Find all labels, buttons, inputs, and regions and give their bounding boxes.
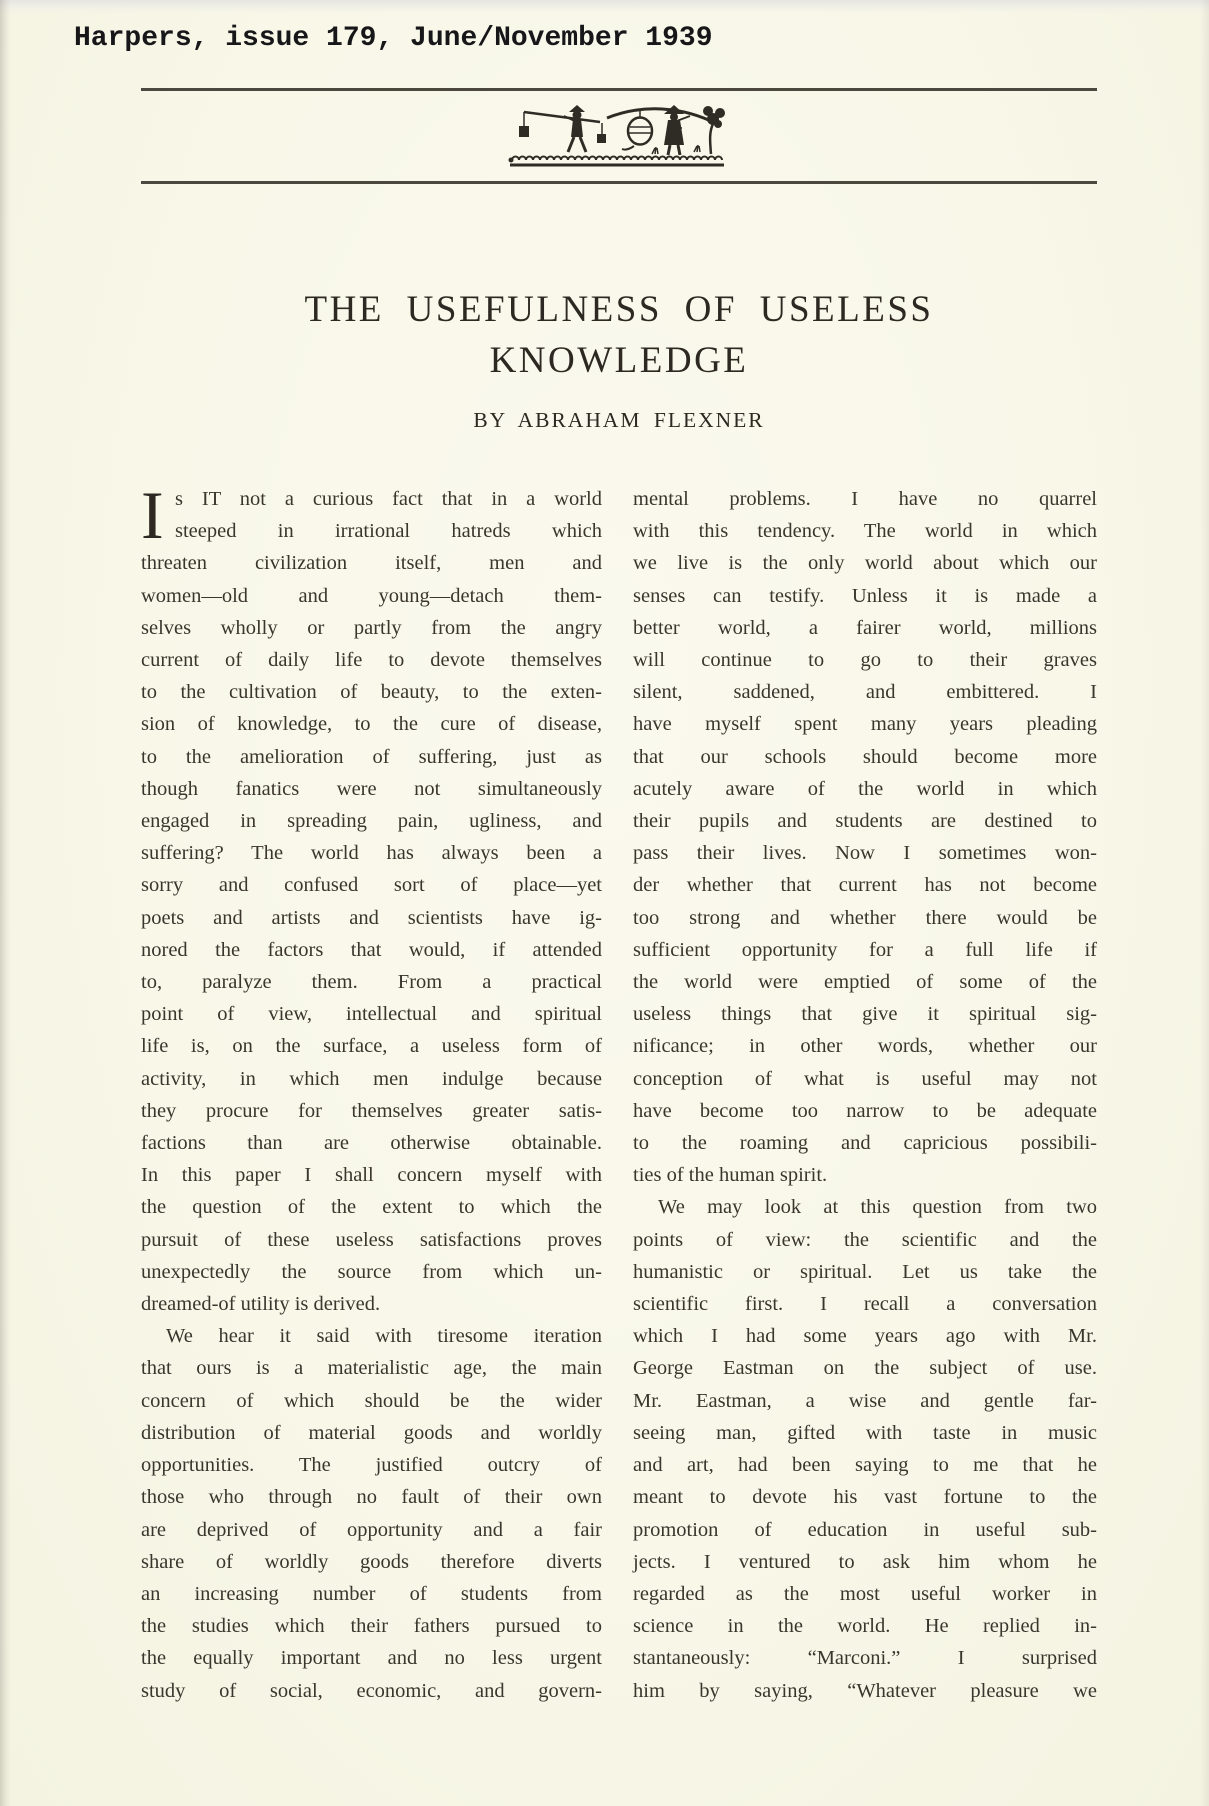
text-line: are deprived of opportunity and a fair bbox=[141, 1518, 602, 1541]
text-line: those who through no fault of their own bbox=[141, 1486, 602, 1509]
text-line: steeped in irrational hatreds which bbox=[175, 520, 602, 543]
text-line: distribution of material goods and worldly bbox=[141, 1421, 602, 1444]
text-line: better world, a fairer world, millions bbox=[633, 616, 1097, 639]
paragraph bbox=[141, 1320, 602, 1706]
text-line: activity, in which men indulge because bbox=[141, 1067, 602, 1090]
text-line: life is, on the surface, a useless form of bbox=[141, 1035, 602, 1058]
text-line: threaten civilization itself, men and bbox=[141, 552, 602, 575]
text-line: scientific first. I recall a conversation bbox=[633, 1293, 1097, 1316]
text-line: share of worldly goods therefore diverts bbox=[141, 1550, 602, 1573]
divider-rule-top bbox=[141, 88, 1097, 91]
text-line: selves wholly or partly from the angry bbox=[141, 616, 602, 639]
text-line: we live is the only world about which our bbox=[633, 552, 1097, 575]
text-line: sorry and confused sort of place—yet bbox=[141, 874, 602, 897]
text-line: too strong and whether there would be bbox=[633, 906, 1097, 929]
text-line: mental problems. I have no quarrel bbox=[633, 488, 1097, 510]
text-line: they procure for themselves greater satis- bbox=[141, 1099, 602, 1122]
text-line: the question of the extent to which the bbox=[141, 1196, 602, 1219]
divider-rule-bottom bbox=[141, 181, 1097, 184]
text-line: senses can testify. Unless it is made a bbox=[633, 584, 1097, 607]
drop-cap: I bbox=[141, 477, 164, 553]
text-line: silent, saddened, and embittered. I bbox=[633, 681, 1097, 704]
text-line: the studies which their fathers pursued to bbox=[141, 1615, 602, 1638]
text-line: conception of what is useful may not bbox=[633, 1067, 1097, 1090]
paragraph bbox=[141, 477, 602, 1320]
text-line: acutely aware of the world in which bbox=[633, 777, 1097, 800]
text-line: to the roaming and capricious possibili- bbox=[633, 1132, 1097, 1155]
text-line: dreamed-of utility is derived. bbox=[141, 1293, 381, 1316]
text-line: der whether that current has not become bbox=[633, 874, 1097, 897]
text-line: sion of knowledge, to the cure of disease, bbox=[141, 713, 602, 736]
text-line: meant to devote his vast fortune to the bbox=[633, 1486, 1097, 1509]
text-line: suffering? The world has always been a bbox=[141, 842, 602, 865]
scan-edge-right bbox=[1200, 0, 1209, 1806]
text-line: have myself spent many years pleading bbox=[633, 713, 1097, 736]
text-line: that ours is a materialistic age, the main bbox=[141, 1357, 602, 1380]
text-line: to the amelioration of suffering, just as bbox=[141, 745, 602, 768]
text-line: We may look at this question from two bbox=[658, 1196, 1097, 1219]
text-line: have become too narrow to be adequate bbox=[633, 1099, 1097, 1122]
text-line: to the cultivation of beauty, to the exten- bbox=[141, 681, 602, 704]
text-line: the world were emptied of some of the bbox=[633, 971, 1097, 994]
text-line: which I had some years ago with Mr. bbox=[633, 1325, 1097, 1348]
text-line: study of social, economic, and govern- bbox=[141, 1679, 602, 1702]
text-line: seeing man, gifted with taste in music bbox=[633, 1421, 1097, 1444]
text-line: with this tendency. The world in which bbox=[633, 520, 1097, 543]
text-line: ties of the human spirit. bbox=[633, 1164, 828, 1187]
text-line: stantaneously: “Marconi.” I surprised bbox=[633, 1647, 1097, 1670]
column-right bbox=[633, 483, 1097, 1707]
text-line: poets and artists and scientists have ig- bbox=[141, 906, 602, 929]
text-line: humanistic or spiritual. Let us take the bbox=[633, 1260, 1097, 1283]
text-line: concern of which should be the wider bbox=[141, 1389, 602, 1412]
text-line: In this paper I shall concern myself with bbox=[141, 1164, 602, 1187]
article-byline: BY ABRAHAM FLEXNER bbox=[473, 408, 765, 432]
article-title-line1: THE USEFULNESS OF USELESS bbox=[304, 289, 934, 330]
text-line: to, paralyze them. From a practical bbox=[141, 971, 602, 994]
scan-header-label: Harpers, issue 179, June/November 1939 bbox=[74, 23, 713, 54]
text-line: George Eastman on the subject of use. bbox=[633, 1357, 1097, 1380]
scan-edge-top bbox=[0, 0, 1209, 14]
text-line: promotion of education in useful sub- bbox=[633, 1518, 1097, 1541]
text-line: science in the world. He replied in- bbox=[633, 1615, 1097, 1638]
article-title-line2: KNOWLEDGE bbox=[489, 340, 749, 381]
text-line: and art, had been saying to me that he bbox=[633, 1454, 1097, 1477]
text-line: women—old and young—detach them- bbox=[141, 584, 602, 607]
text-line: regarded as the most useful worker in bbox=[633, 1582, 1097, 1605]
text-line: will continue to go to their graves bbox=[633, 649, 1097, 672]
text-line: useless things that give it spiritual sig- bbox=[633, 1003, 1097, 1026]
text-line: their pupils and students are destined to bbox=[633, 810, 1097, 833]
text-line: engaged in spreading pain, ugliness, and bbox=[141, 810, 602, 833]
text-line: s IT not a curious fact that in a world bbox=[175, 488, 602, 510]
text-line: unexpectedly the source from which un- bbox=[141, 1260, 602, 1283]
scan-edge-left bbox=[0, 0, 11, 1806]
text-line: pursuit of these useless satisfactions proves bbox=[141, 1228, 602, 1251]
text-line: point of view, intellectual and spiritual bbox=[141, 1003, 602, 1026]
text-line: nored the factors that would, if attended bbox=[141, 938, 602, 961]
column-left bbox=[141, 477, 602, 1707]
text-line: jects. I ventured to ask him whom he bbox=[633, 1550, 1097, 1573]
paragraph bbox=[633, 483, 1097, 1191]
text-line: points of view: the scientific and the bbox=[633, 1228, 1097, 1251]
text-line: Mr. Eastman, a wise and gentle far- bbox=[633, 1389, 1097, 1412]
text-line: though fanatics were not simultaneously bbox=[141, 777, 602, 800]
text-line: opportunities. The justified outcry of bbox=[141, 1454, 602, 1477]
text-line: the equally important and no less urgent bbox=[141, 1647, 602, 1670]
text-line: an increasing number of students from bbox=[141, 1582, 602, 1605]
text-line: current of daily life to devote themselves bbox=[141, 649, 602, 672]
text-line: pass their lives. Now I sometimes won- bbox=[633, 842, 1097, 865]
woodcut-illustration bbox=[502, 102, 734, 172]
text-line: We hear it said with tiresome iteration bbox=[166, 1325, 602, 1348]
text-line: factions than are otherwise obtainable. bbox=[141, 1132, 602, 1155]
text-line: sufficient opportunity for a full life if bbox=[633, 938, 1097, 961]
text-line: nificance; in other words, whether our bbox=[633, 1035, 1097, 1058]
paragraph bbox=[633, 1191, 1097, 1706]
text-line: that our schools should become more bbox=[633, 745, 1097, 768]
text-line: him by saying, “Whatever pleasure we bbox=[633, 1679, 1097, 1702]
